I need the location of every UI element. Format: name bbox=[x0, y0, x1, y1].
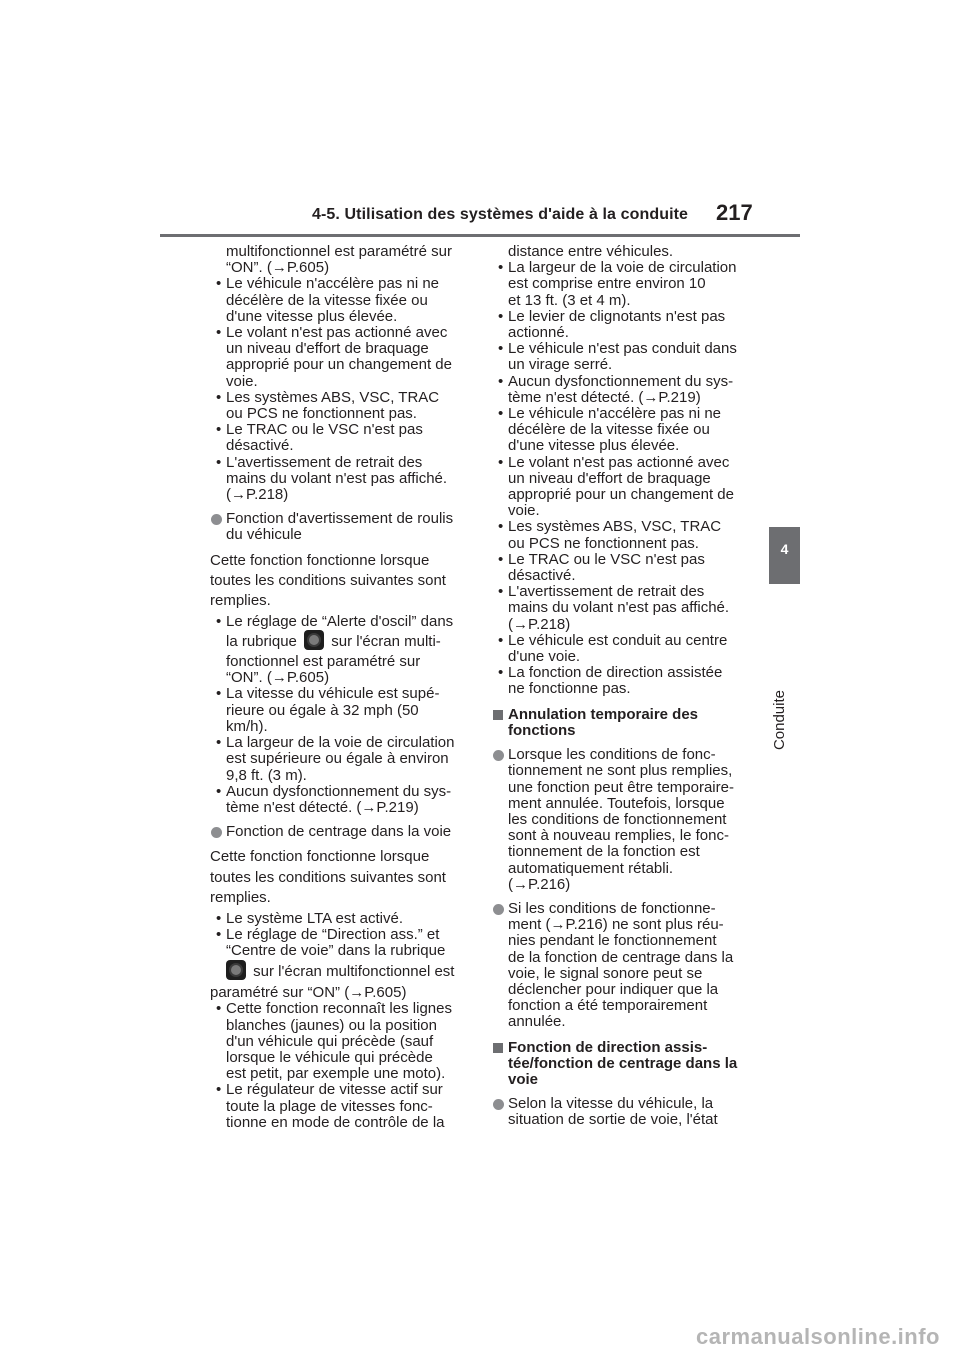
text-line: Lorsque les conditions de fonc- bbox=[508, 746, 716, 764]
square-bullet-icon bbox=[493, 710, 503, 720]
text-line: voie. bbox=[508, 502, 540, 520]
heading-lane-centering bbox=[210, 824, 472, 840]
text-line: L'avertissement de retrait des bbox=[226, 453, 423, 471]
text-line: Selon la vitesse du véhicule, la bbox=[508, 1095, 714, 1113]
text-line: d'une vitesse plus élevée. bbox=[508, 437, 680, 455]
text-line: “ON”. (→P.605) bbox=[226, 259, 330, 277]
bullet-item: • Cette fonction reconnaît les lignes blanches (jaunes) ou la position d'un véhicule qui précède (sauf lorsque le véhicule qui précède est petit, par exemple une moto). bbox=[210, 1001, 472, 1082]
text-line: tionnement ne sont plus remplies, bbox=[508, 762, 733, 780]
text-line: km/h). bbox=[226, 717, 268, 735]
bullet-item: • Les systèmes ABS, VSC, TRAC ou PCS ne fonctionnent pas. bbox=[492, 519, 754, 551]
settings-gear-icon bbox=[304, 630, 324, 650]
text-line: Le véhicule n'est pas conduit dans bbox=[508, 340, 737, 358]
header-divider bbox=[160, 234, 800, 237]
text-line: mains du volant n'est pas affiché. bbox=[226, 469, 448, 487]
text-line: rieure ou égale à 32 mph (50 bbox=[226, 701, 419, 719]
bullet-item: • Le véhicule est conduit au centre d'une voie. bbox=[492, 633, 754, 665]
circle-list bbox=[492, 1096, 754, 1128]
text-line: et 13 ft. (3 et 4 m). bbox=[508, 291, 631, 309]
text-line: est supérieure ou égale à environ bbox=[226, 750, 449, 768]
circle-item bbox=[492, 747, 754, 893]
text-line: distance entre véhicules. bbox=[508, 243, 674, 260]
text-line: tème n'est détecté. (→P.219) bbox=[508, 388, 701, 406]
text-line: Fonction de direction assis- bbox=[508, 1038, 708, 1056]
bullet-item: • Aucun dysfonctionnement du sys- tème n'est détecté. (→P.219) bbox=[210, 784, 472, 816]
circle-bullet-icon bbox=[493, 904, 504, 915]
text-line: La largeur de la voie de circulation bbox=[226, 734, 455, 752]
page-number: 217 bbox=[716, 200, 753, 225]
bullet-item: • Le volant n'est pas actionné avec un niveau d'effort de braquage approprié pour un changement de voie. bbox=[492, 455, 754, 520]
circle-bullet-icon bbox=[493, 1099, 504, 1110]
bullet-item: • La vitesse du véhicule est supé- rieure ou égale à 32 mph (50 km/h). bbox=[210, 686, 472, 735]
bullet-item: • Le véhicule n'accélère pas ni ne décélère de la vitesse fixée ou d'une vitesse plus élevée. bbox=[210, 276, 472, 325]
text-line: multifonctionnel est paramétré sur bbox=[226, 243, 452, 260]
continued-text bbox=[210, 244, 472, 276]
bullet-item: • Le levier de clignotants n'est pas actionné. bbox=[492, 309, 754, 341]
chapter-tab bbox=[769, 527, 800, 584]
circle-list bbox=[492, 747, 754, 1030]
text-line: un niveau d'effort de braquage bbox=[226, 340, 429, 358]
text-line: décélère de la vitesse fixée ou bbox=[226, 291, 428, 309]
bullet-item: • Les systèmes ABS, VSC, TRAC ou PCS ne fonctionnent pas. bbox=[210, 390, 472, 422]
text-line: mains du volant n'est pas affiché. bbox=[508, 599, 730, 617]
text-line: du véhicule bbox=[226, 526, 302, 544]
text-line: les conditions de fonctionnement bbox=[508, 810, 727, 828]
heading-temporary-cancellation bbox=[492, 707, 754, 739]
text-line: Le régulateur de vitesse actif sur bbox=[226, 1081, 443, 1099]
text-line: 9,8 ft. (3 m). bbox=[226, 766, 307, 784]
text-line: Le levier de clignotants n'est pas bbox=[508, 307, 726, 325]
bullet-item: • Le véhicule n'accélère pas ni ne décélère de la vitesse fixée ou d'une vitesse plus élevée. bbox=[492, 406, 754, 455]
text-line: voie bbox=[508, 1070, 539, 1088]
bullet-item-direction: • Le réglage de “Direction ass.” et “Centre de voie” dans la rubrique sur l'écran multifonctionnel est paramétré sur “ON” (→P.605) bbox=[210, 927, 472, 1002]
text-line: ment (→P.216) ne sont plus réu- bbox=[508, 916, 724, 934]
bullet-item: • Le régulateur de vitesse actif sur toute la plage de vitesses fonc- tionne en mode de contrôle de la bbox=[210, 1082, 472, 1131]
circle-bullet-icon bbox=[493, 750, 504, 761]
text-line: tionnement de la fonction est bbox=[508, 843, 700, 861]
text-line: désactivé. bbox=[226, 437, 294, 455]
heading-steering-assist bbox=[492, 1040, 754, 1089]
bullet-item: • L'avertissement de retrait des mains du volant n'est pas affiché. (→P.218) bbox=[492, 584, 754, 633]
bullet-item: • La fonction de direction assistée ne fonctionne pas. bbox=[492, 665, 754, 697]
text-line: désactivé. bbox=[508, 567, 576, 585]
bullet-item: • Le véhicule n'est pas conduit dans un virage serré. bbox=[492, 341, 754, 373]
text-line: (→P.218) bbox=[508, 615, 571, 633]
text-line: (→P.218) bbox=[226, 486, 289, 504]
text-line: d'une vitesse plus élevée. bbox=[226, 307, 398, 325]
page-header bbox=[0, 0, 960, 270]
text-line: voie. bbox=[226, 372, 258, 390]
text-line: ou PCS ne fonctionnent pas. bbox=[508, 534, 699, 552]
bullet-item: • Le TRAC ou le VSC n'est pas désactivé. bbox=[492, 552, 754, 584]
text-line: approprié pour un changement de bbox=[226, 356, 452, 374]
text-line: annulée. bbox=[508, 1013, 566, 1031]
circle-bullet-icon bbox=[211, 514, 222, 525]
text-line: Le véhicule n'accélère pas ni ne bbox=[226, 275, 440, 293]
text-line: toutes les conditions suivantes sont bbox=[210, 868, 446, 886]
text-line: Fonction de centrage dans la voie bbox=[226, 823, 452, 841]
text-line: Le système LTA est activé. bbox=[226, 909, 404, 927]
text-line: ou PCS ne fonctionnent pas. bbox=[226, 405, 417, 423]
text-line: nies pendant le fonctionnement bbox=[508, 932, 717, 950]
text-line: d'un véhicule qui précède (sauf bbox=[226, 1032, 434, 1050]
bullet-list bbox=[210, 1001, 472, 1131]
text-line: un virage serré. bbox=[508, 356, 613, 374]
text-line: déclencher pour indiquer que la bbox=[508, 980, 719, 998]
text-line: Aucun dysfonctionnement du sys- bbox=[226, 782, 452, 800]
text-line: Aucun dysfonctionnement du sys- bbox=[508, 372, 734, 390]
text-line: Le TRAC ou le VSC n'est pas bbox=[226, 421, 423, 439]
paragraph-conditions bbox=[210, 551, 472, 612]
text-line: Le véhicule n'accélère pas ni ne bbox=[508, 405, 722, 423]
text-line: Les systèmes ABS, VSC, TRAC bbox=[508, 518, 722, 536]
text-line: Cette fonction fonctionne lorsque bbox=[210, 848, 430, 866]
text-line: Le volant n'est pas actionné avec bbox=[226, 324, 448, 342]
text-line: tionne en mode de contrôle de la bbox=[226, 1113, 445, 1131]
text-line: voie, le signal sonore peut se bbox=[508, 964, 703, 982]
text-line: ment annulée. Toutefois, lorsque bbox=[508, 794, 725, 812]
text-line: décélère de la vitesse fixée ou bbox=[508, 421, 710, 439]
text-line: Le TRAC ou le VSC n'est pas bbox=[508, 550, 705, 568]
text-line: tée/fonction de centrage dans la bbox=[508, 1054, 738, 1072]
bullet-item: • Aucun dysfonctionnement du sys- tème n'est détecté. (→P.219) bbox=[492, 374, 754, 406]
bullet-item-alerte: • Le réglage de “Alerte d'oscil” dans la rubrique sur l'écran multi- fonctionnel est paramétré sur “ON”. (→P.605) bbox=[210, 614, 472, 687]
bullet-item: • La largeur de la voie de circulation est supérieure ou égale à environ 9,8 ft. (3 m). bbox=[210, 735, 472, 784]
text-line: Cette fonction fonctionne lorsque bbox=[210, 551, 430, 569]
watermark: carmanualsonline.info bbox=[696, 1324, 940, 1349]
text-line: paramétré sur “ON” (→P.605) bbox=[210, 984, 407, 1002]
bullet-item: • L'avertissement de retrait des mains du volant n'est pas affiché. (→P.218) bbox=[210, 455, 472, 504]
text-line: La vitesse du véhicule est supé- bbox=[226, 685, 440, 703]
text-line: La largeur de la voie de circulation bbox=[508, 259, 737, 277]
text-line: un niveau d'effort de braquage bbox=[508, 469, 711, 487]
right-column bbox=[492, 244, 754, 1129]
text-line: toutes les conditions suivantes sont bbox=[210, 572, 446, 590]
paragraph-conditions bbox=[210, 847, 472, 908]
circle-item bbox=[492, 901, 754, 1031]
bullet-item-lta: • Le système LTA est activé. bbox=[210, 911, 472, 927]
chapter-number: 4 bbox=[780, 541, 789, 557]
bullet-list bbox=[210, 276, 472, 503]
section-title: 4-5. Utilisation des systèmes d'aide à la conduite bbox=[312, 206, 689, 223]
text-line: actionné. bbox=[508, 324, 569, 342]
text-line: une fonction peut être temporaire- bbox=[508, 778, 734, 796]
text-line: fonctionnel est paramétré sur bbox=[226, 653, 421, 671]
text-line: remplies. bbox=[210, 889, 271, 907]
text-line: situation de sortie de voie, l'état bbox=[508, 1111, 718, 1129]
settings-gear-icon bbox=[226, 960, 246, 980]
bullet-item: • Le TRAC ou le VSC n'est pas désactivé. bbox=[210, 422, 472, 454]
text-line: sont à nouveau remplies, le fonc- bbox=[508, 827, 729, 845]
continued-text bbox=[492, 244, 754, 260]
bullet-item: • Le volant n'est pas actionné avec un niveau d'effort de braquage approprié pour un changement de voie. bbox=[210, 325, 472, 390]
bullet-list bbox=[210, 686, 472, 816]
text-line: fonction a été temporairement bbox=[508, 997, 708, 1015]
heading-vehicle-roll-warning bbox=[210, 511, 472, 543]
text-line: Fonction d'avertissement de roulis bbox=[226, 510, 454, 528]
text-line: tème n'est détecté. (→P.219) bbox=[226, 798, 419, 816]
square-bullet-icon bbox=[493, 1043, 503, 1053]
text-line: est petit, par exemple une moto). bbox=[226, 1065, 446, 1083]
text-line: lorsque le véhicule qui précède bbox=[226, 1048, 433, 1066]
circle-item bbox=[492, 1096, 754, 1128]
text-line: “Centre de voie” dans la rubrique bbox=[226, 941, 446, 959]
text-line: Annulation temporaire des bbox=[508, 705, 699, 723]
bullet-list bbox=[492, 260, 754, 697]
text-line-with-icon: sur l'écran multifonctionnel est bbox=[226, 959, 472, 985]
text-line: (→P.216) bbox=[508, 875, 571, 893]
text-line: L'avertissement de retrait des bbox=[508, 583, 705, 601]
text-line: automatiquement rétabli. bbox=[508, 859, 674, 877]
text-line: Le volant n'est pas actionné avec bbox=[508, 453, 730, 471]
text-line-with-icon: la rubrique sur l'écran multi- bbox=[226, 630, 472, 654]
left-column bbox=[210, 244, 472, 1131]
text-line: est comprise entre environ 10 bbox=[508, 275, 706, 293]
chapter-label: Conduite bbox=[771, 690, 788, 751]
text-line: fonctions bbox=[508, 721, 576, 739]
text-line: Le véhicule est conduit au centre bbox=[508, 631, 728, 649]
text-line: Les systèmes ABS, VSC, TRAC bbox=[226, 388, 440, 406]
text-line: Le réglage de “Alerte d'oscil” dans bbox=[226, 612, 454, 630]
text-line: ne fonctionne pas. bbox=[508, 680, 631, 698]
circle-bullet-icon bbox=[211, 827, 222, 838]
text-line: Si les conditions de fonctionne- bbox=[508, 899, 716, 917]
text-line: approprié pour un changement de bbox=[508, 486, 734, 504]
bullet-item: • La largeur de la voie de circulation est comprise entre environ 10 et 13 ft. (3 et 4 m). bbox=[492, 260, 754, 309]
text-line: blanches (jaunes) ou la position bbox=[226, 1016, 437, 1034]
text-line: La fonction de direction assistée bbox=[508, 664, 723, 682]
text-line: remplies. bbox=[210, 592, 271, 610]
text-line: Le réglage de “Direction ass.” et bbox=[226, 925, 440, 943]
text-line: toute la plage de vitesses fonc- bbox=[226, 1097, 433, 1115]
text-line: “ON”. (→P.605) bbox=[226, 669, 330, 687]
text-line: de la fonction de centrage dans la bbox=[508, 948, 734, 966]
text-line: Cette fonction reconnaît les lignes bbox=[226, 1000, 452, 1018]
text-line: d'une voie. bbox=[508, 648, 581, 666]
